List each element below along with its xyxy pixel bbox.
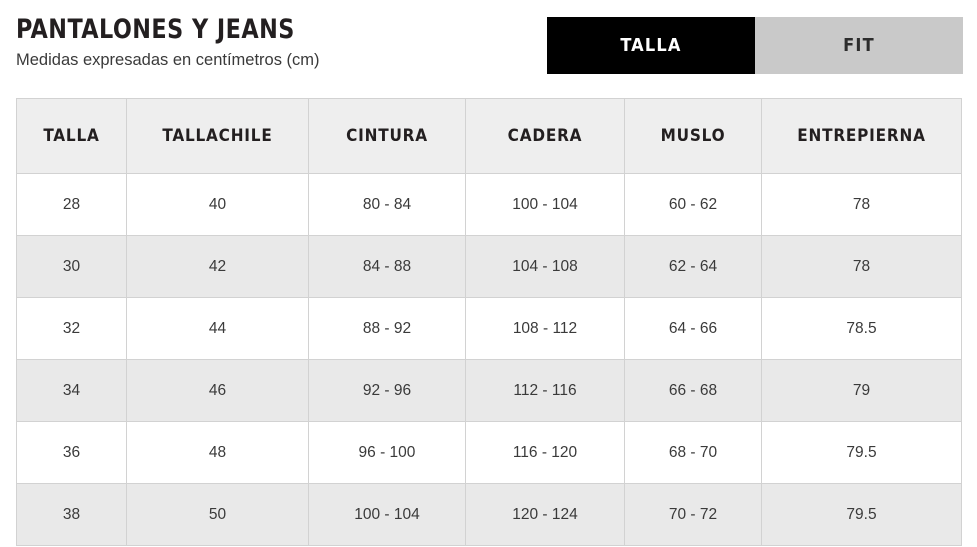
cell-cadera: 108 - 112 (466, 298, 625, 360)
cell-cadera: 100 - 104 (466, 174, 625, 236)
page-subtitle: Medidas expresadas en centímetros (cm) (16, 51, 320, 69)
view-tabs (547, 17, 963, 74)
column-header-cintura: CINTURA (309, 99, 466, 174)
column-header-talla: TALLA (17, 99, 127, 174)
table-header (17, 99, 962, 174)
cell-tallachile: 50 (127, 484, 309, 546)
cell-entrepierna: 78 (762, 236, 962, 298)
cell-entrepierna: 79.5 (762, 422, 962, 484)
size-table (16, 98, 962, 546)
cell-tallachile: 40 (127, 174, 309, 236)
table-row (17, 360, 962, 422)
cell-tallachile: 46 (127, 360, 309, 422)
cell-entrepierna: 78 (762, 174, 962, 236)
table-row (17, 484, 962, 546)
cell-cintura: 88 - 92 (309, 298, 466, 360)
cell-muslo: 70 - 72 (625, 484, 762, 546)
cell-tallachile: 44 (127, 298, 309, 360)
cell-muslo: 60 - 62 (625, 174, 762, 236)
column-header-tallachile: TALLACHILE (127, 99, 309, 174)
cell-talla: 38 (17, 484, 127, 546)
column-header-cadera: CADERA (466, 99, 625, 174)
cell-cintura: 92 - 96 (309, 360, 466, 422)
column-header-muslo: MUSLO (625, 99, 762, 174)
cell-cintura: 84 - 88 (309, 236, 466, 298)
cell-cadera: 112 - 116 (466, 360, 625, 422)
cell-entrepierna: 79.5 (762, 484, 962, 546)
table-row (17, 174, 962, 236)
cell-cadera: 116 - 120 (466, 422, 625, 484)
cell-muslo: 68 - 70 (625, 422, 762, 484)
cell-cadera: 104 - 108 (466, 236, 625, 298)
cell-cintura: 80 - 84 (309, 174, 466, 236)
table-row (17, 236, 962, 298)
cell-talla: 34 (17, 360, 127, 422)
size-table-container (16, 98, 961, 546)
cell-entrepierna: 79 (762, 360, 962, 422)
tab-talla[interactable]: TALLA (547, 17, 755, 74)
page-title: PANTALONES Y JEANS (16, 14, 295, 45)
table-row (17, 298, 962, 360)
column-header-entrepierna: ENTREPIERNA (762, 99, 962, 174)
tab-fit[interactable]: FIT (755, 17, 963, 74)
cell-talla: 32 (17, 298, 127, 360)
cell-talla: 36 (17, 422, 127, 484)
cell-tallachile: 48 (127, 422, 309, 484)
cell-tallachile: 42 (127, 236, 309, 298)
cell-muslo: 64 - 66 (625, 298, 762, 360)
cell-muslo: 62 - 64 (625, 236, 762, 298)
cell-muslo: 66 - 68 (625, 360, 762, 422)
cell-cintura: 96 - 100 (309, 422, 466, 484)
table-body (17, 174, 962, 546)
table-row (17, 422, 962, 484)
cell-entrepierna: 78.5 (762, 298, 962, 360)
cell-cadera: 120 - 124 (466, 484, 625, 546)
table-header-row (17, 99, 962, 174)
cell-talla: 30 (17, 236, 127, 298)
cell-talla: 28 (17, 174, 127, 236)
cell-cintura: 100 - 104 (309, 484, 466, 546)
page-header (16, 14, 536, 70)
